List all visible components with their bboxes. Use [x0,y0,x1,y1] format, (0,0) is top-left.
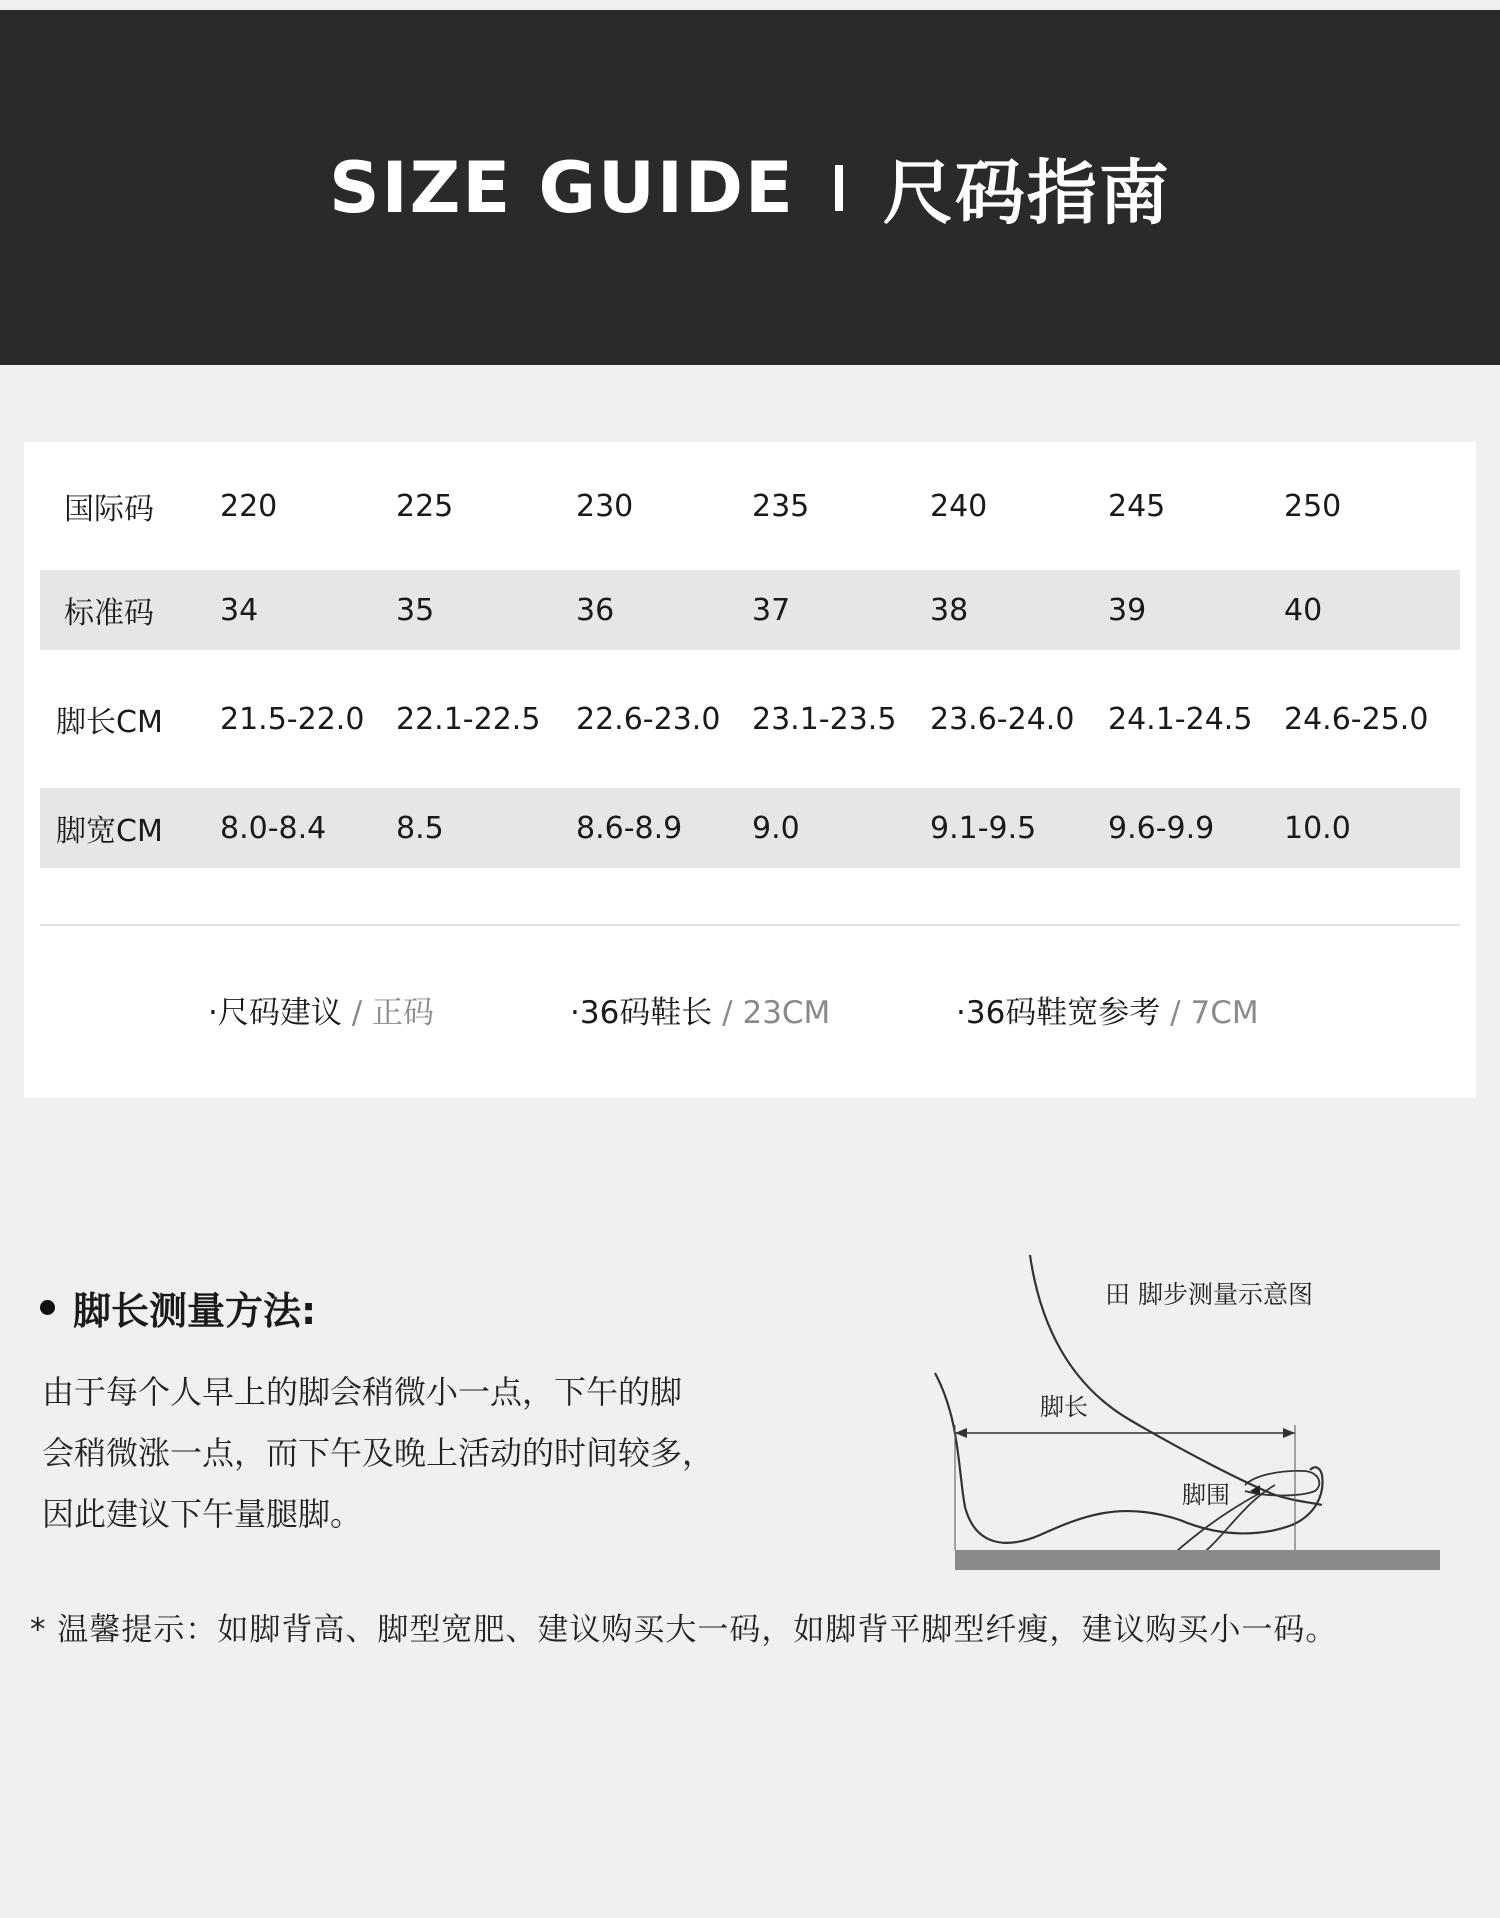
rec-sep: / [712,995,743,1031]
rec-sep: / [341,995,373,1031]
size-table [40,442,1460,868]
table-cell: 22.1-22.5 [396,701,541,737]
foot-measurement-diagram [920,1245,1460,1585]
row-label: 标准码 [40,570,220,650]
table-cell: 8.5 [396,788,576,868]
table-cell: 23.6-24.0 [930,701,1075,737]
table-cell: 8.6-8.9 [576,788,752,868]
table-cell: 225 [396,488,454,524]
row-label: 脚长CM [56,705,163,740]
recommendations [24,987,1476,1037]
table-cell: 39 [1108,570,1284,650]
page-title [329,137,1171,238]
diagram-legend: 田 脚步测量示意图 [1105,1280,1313,1309]
rec-item [570,987,830,1032]
header-banner [0,10,1500,365]
table-cell: 37 [752,570,930,650]
title-separator [835,165,843,211]
floor-bar [955,1550,1440,1570]
rec-sep: / [1160,995,1191,1031]
size-table-card [24,442,1476,1098]
rec-value: 23CM [742,995,831,1031]
table-cell: 35 [396,570,576,650]
rec-item [956,987,1259,1032]
table-row [40,788,1460,868]
table-cell: 250 [1284,488,1342,524]
table-cell: 40 [1284,570,1460,650]
table-cell: 235 [752,488,810,524]
title-cn: 尺码指南 [882,152,1171,234]
method-title [40,1280,316,1335]
rec-value: 正码 [372,995,435,1031]
label-girth: 脚围 [1182,1481,1230,1509]
method-title-text: 脚长测量方法: [73,1289,317,1333]
title-en: SIZE GUIDE [329,146,795,229]
table-cell: 245 [1108,488,1166,524]
table-cell: 240 [930,488,988,524]
divider [40,924,1460,926]
method-line: 会稍微涨一点，而下午及晚上活动的时间较多， [42,1434,715,1472]
table-cell: 24.6-25.0 [1284,701,1429,737]
tip-text: * 温馨提示：如脚背高、脚型宽肥、建议购买大一码，如脚背平脚型纤瘦，建议购买小一码。 [30,1612,1338,1648]
table-row [40,570,1460,650]
table-cell: 22.6-23.0 [576,701,721,737]
method-text [42,1362,842,1545]
arrow-right-icon [1283,1428,1295,1438]
rec-key: ·36码鞋长 [570,995,713,1031]
table-cell: 24.1-24.5 [1108,701,1253,737]
table-cell: 9.6-9.9 [1108,788,1284,868]
row-label: 脚宽CM [40,788,220,868]
table-cell: 38 [930,570,1108,650]
table-cell: 10.0 [1284,788,1460,868]
foot-outline [935,1373,1323,1543]
table-cell: 9.0 [752,788,930,868]
method-line: 由于每个人早上的脚会稍微小一点，下午的脚 [42,1373,683,1411]
table-cell: 230 [576,488,634,524]
method-line: 因此建议下午量腿脚。 [42,1495,363,1533]
table-row [40,650,1460,788]
rec-key: ·36码鞋宽参考 [956,995,1161,1031]
table-row [40,442,1460,570]
label-length: 脚长 [1040,1393,1088,1421]
rec-item [208,987,434,1032]
table-cell: 23.1-23.5 [752,701,897,737]
bullet-icon [40,1300,55,1315]
row-label: 国际码 [64,492,154,527]
arrow-left-icon [955,1428,967,1438]
table-cell: 34 [220,570,396,650]
rec-value: 7CM [1190,995,1259,1031]
table-cell: 36 [576,570,752,650]
table-cell: 220 [220,488,278,524]
table-cell: 9.1-9.5 [930,788,1108,868]
table-cell: 21.5-22.0 [220,701,365,737]
table-cell: 8.0-8.4 [220,788,396,868]
rec-key: ·尺码建议 [208,995,342,1031]
